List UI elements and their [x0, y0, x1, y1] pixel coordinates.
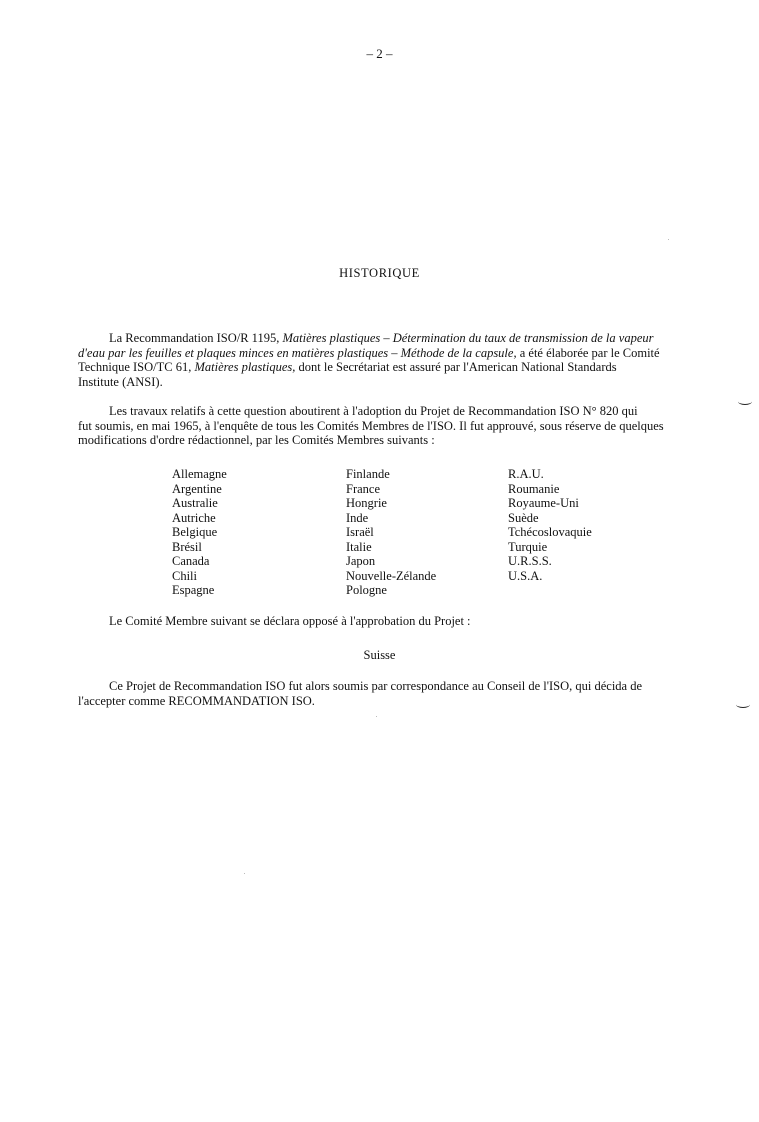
member-country: Tchécoslovaquie	[508, 525, 592, 539]
paragraph-2-line-2: fut soumis, en mai 1965, à l'enquête de tous les Comités Membres de l'ISO. Il fut approuvé, sous réserve de quelques	[78, 418, 664, 433]
member-country: Nouvelle-Zélande	[346, 568, 437, 583]
members-column-3	[508, 467, 592, 583]
paragraph-2-line-1: Les travaux relatifs à cette question aboutirent à l'adoption du Projet de Recommandation ISO N° 820 qui	[109, 404, 638, 418]
member-country: Autriche	[172, 510, 216, 525]
member-country: Hongrie	[346, 496, 387, 510]
paragraph-1-line-2	[78, 346, 698, 361]
member-country: Canada	[172, 554, 210, 568]
member-country: Italie	[346, 539, 372, 554]
page-number: – 2 –	[366, 46, 393, 61]
member-country: Brésil	[172, 539, 202, 554]
history-paragraph-4	[78, 679, 698, 708]
members-column-2	[346, 467, 436, 598]
history-paragraph-2	[78, 404, 698, 448]
document-title-italic-continued: d'eau par les feuilles et plaques minces en matières plastiques – Méthode de la capsule,	[78, 345, 517, 360]
member-country: U.R.S.S.	[508, 554, 552, 568]
member-country: Finlande	[346, 467, 390, 481]
margin-mark	[738, 398, 752, 405]
member-country: Pologne	[346, 583, 387, 597]
member-country: Suède	[508, 510, 539, 525]
opposed-member: Suisse	[363, 648, 396, 662]
member-country: Japon	[346, 554, 376, 568]
paragraph-3-line-1: Le Comité Membre suivant se déclara opposé à l'approbation du Projet :	[109, 614, 471, 628]
paragraph-4-line-1: Ce Projet de Recommandation ISO fut alors soumis par correspondance au Conseil de l'ISO, qui décida de	[109, 679, 643, 693]
paragraph-1-line-3-suffix: dont le Secrétariat est assuré par l'American National Standards	[295, 360, 617, 374]
member-country: Chili	[172, 568, 198, 583]
scan-speck	[244, 873, 245, 874]
margin-mark	[736, 701, 750, 708]
members-column-1	[172, 467, 227, 598]
paragraph-1-line-2-suffix: a été élaborée par le Comité	[516, 345, 660, 360]
member-country: Royaume-Uni	[508, 496, 579, 510]
paragraph-1-line-1	[78, 331, 698, 346]
member-country: R.A.U.	[508, 467, 544, 481]
member-country: Roumanie	[508, 481, 560, 496]
approving-members-list	[172, 467, 652, 599]
member-country: Belgique	[172, 525, 218, 539]
member-country: France	[346, 481, 381, 496]
scan-speck	[376, 716, 377, 717]
paragraph-1-line-3-prefix: Technique ISO/TC 61,	[78, 360, 195, 374]
member-country: Australie	[172, 496, 218, 510]
member-country: Allemagne	[172, 467, 227, 481]
paragraph-2-line-3: modifications d'ordre rédactionnel, par les Comités Membres suivants :	[78, 433, 435, 447]
committee-name-italic: Matières plastiques,	[194, 360, 296, 374]
member-country: Turquie	[508, 539, 548, 554]
paragraph-1-line-4: Institute (ANSI).	[78, 374, 163, 389]
paragraph-1-line-1-prefix: La Recommandation ISO/R 1195,	[109, 331, 283, 345]
member-country: U.S.A.	[508, 568, 543, 583]
member-country: Inde	[346, 510, 369, 525]
scan-speck	[668, 239, 669, 240]
member-country: Espagne	[172, 583, 215, 597]
history-paragraph-1	[78, 331, 698, 389]
section-heading: HISTORIQUE	[339, 266, 420, 280]
paragraph-4-line-2: l'accepter comme RECOMMANDATION ISO.	[78, 693, 315, 708]
history-paragraph-3	[78, 614, 698, 629]
member-country: Argentine	[172, 481, 222, 496]
document-title-italic: Matières plastiques – Détermination du taux de transmission de la vapeur	[282, 331, 654, 345]
member-country: Israël	[346, 525, 374, 539]
paragraph-1-line-3	[78, 360, 698, 375]
